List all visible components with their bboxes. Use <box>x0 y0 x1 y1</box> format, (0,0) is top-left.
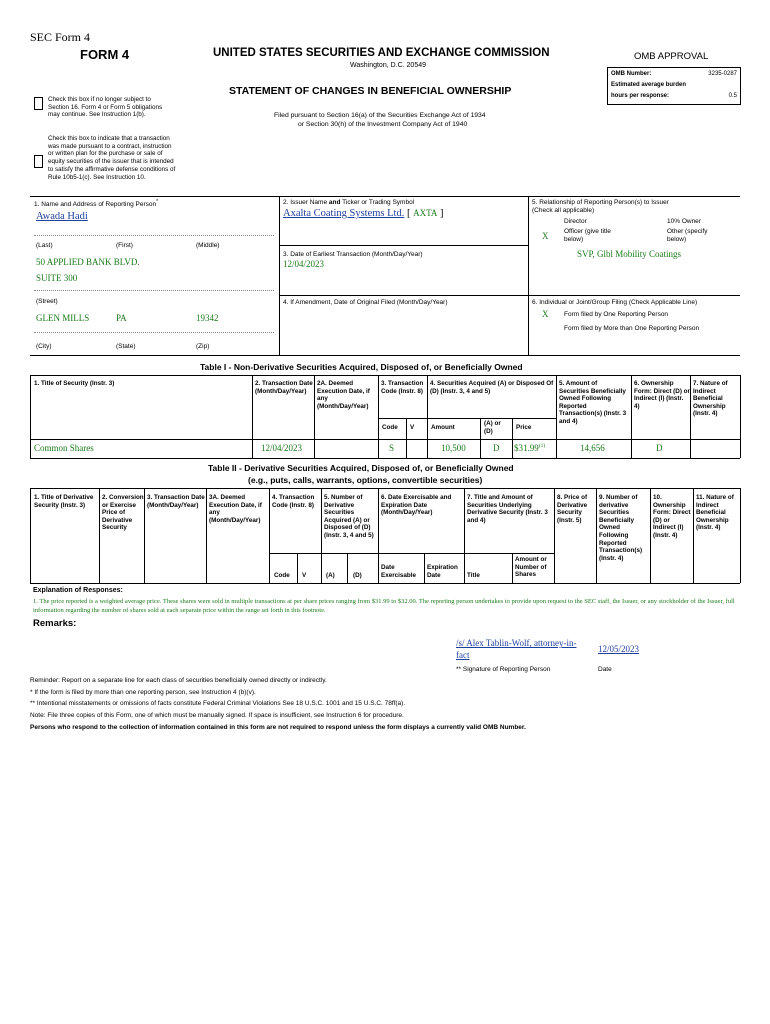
t2-col5-header: 5. Number of Derivative Securities Acquired (A) or Disposed of (D) (Instr. 3, 4 and 5) <box>324 494 374 539</box>
box3-label: 3. Date of Earliest Transaction (Month/Day/Year) <box>283 251 423 258</box>
footer-omb-note: Persons who respond to the collection of information contained in this form are not required to respond unless the form displays a currently valid OMB Number. <box>30 724 526 731</box>
ticker-symbol: AXTA <box>413 208 438 218</box>
t1-row-aord: D <box>493 443 500 453</box>
t1-col2a-header: 2A. Deemed Execution Date, if any (Month/Day/Year) <box>317 380 370 410</box>
filed-pursuant-2: or Section 30(h) of the Investment Company Act of 1940 <box>298 121 468 128</box>
t1-code-header: Code <box>382 424 398 431</box>
t1-amount-header: Amount <box>431 424 455 431</box>
ticker-open: [ <box>406 208 411 219</box>
form-title: FORM 4 <box>80 47 130 62</box>
reporting-person-name[interactable]: Awada Hadi <box>36 211 88 222</box>
t1-row-price <box>514 443 545 453</box>
omb-hours-value: 0.5 <box>728 93 737 99</box>
state-label: (State) <box>116 343 136 350</box>
signature-date-label: Date <box>598 666 612 673</box>
t1-row-owned: 14,656 <box>580 443 605 453</box>
t1-v-header: V <box>410 424 415 431</box>
omb-number-value: 3235-0287 <box>708 71 737 77</box>
t1-row-price-value: $31.99 <box>514 443 539 453</box>
street-line-2: SUITE 300 <box>36 273 78 283</box>
more-persons-label: Form filed by More than One Reporting Person <box>564 325 700 332</box>
t1-aord-header: (A) or (D) <box>484 420 501 435</box>
footer-note-criminal: ** Intentional misstatements or omissions of facts constitute Federal Criminal Violations See 18 U.S.C. 1001 and 15 U.S.C. 78ff(a). <box>30 700 406 707</box>
omb-number-label: OMB Number: <box>611 71 652 77</box>
box5-label: 5. Relationship of Reporting Person(s) to Issuer <box>532 199 669 206</box>
zip-value: 19342 <box>196 313 219 323</box>
t1-col6-header: 6. Ownership Form: Direct (D) or Indirect (I) (Instr. 4) <box>634 380 690 410</box>
t2-col6-header: 6. Date Exercisable and Expiration Date (Month/Day/Year) <box>381 494 452 517</box>
middle-label: (Middle) <box>196 242 220 249</box>
signature-link[interactable] <box>456 637 588 661</box>
zip-label: (Zip) <box>196 343 210 350</box>
filed-pursuant-1: Filed pursuant to Section 16(a) of the Securities Exchange Act of 1934 <box>274 112 486 119</box>
t1-col7-header: 7. Nature of Indirect Beneficial Ownership (Instr. 4) <box>693 380 728 418</box>
street-label: (Street) <box>36 298 58 305</box>
t1-col4-header: 4. Securities Acquired (A) or Disposed Of (D) (Instr. 3, 4 and 5) <box>430 380 554 395</box>
footer-note-copies: Note: File three copies of this Form, one of which must be manually signed. If space is insufficient, see Instruction 6 for procedure. <box>30 712 404 719</box>
t2-v-header: V <box>302 572 307 579</box>
omb-title: OMB APPROVAL <box>634 51 709 62</box>
t1-row-title: Common Shares <box>34 443 94 453</box>
statement-title: STATEMENT OF CHANGES IN BENEFICIAL OWNERSHIP <box>229 85 512 97</box>
rule-10b5-checkbox[interactable] <box>34 155 43 168</box>
t2-col4-header: 4. Transaction Code (Instr. 8) <box>272 494 315 509</box>
table2-subtitle: (e.g., puts, calls, warrants, options, convertible securities) <box>248 475 483 485</box>
signature-line-1: /s/ Alex Tablin-Wolf, attorney-in- <box>456 638 577 648</box>
signature-date: 12/05/2023 <box>598 644 640 654</box>
t2-col2-header: 2. Conversion or Exercise Price of Derivative Security <box>102 494 144 532</box>
rule-10b5-text: Check this box to indicate that a transaction was made pursuant to a contract, instruction or written plan for the purchase or sale of equity securities of the issuer that is intended to satisfy the affirmative defense conditions of Rule 10b5-1(c). See Instruction 10. <box>48 135 176 181</box>
ten-percent-owner-label: 10% Owner <box>667 218 701 225</box>
t1-price-header: Price <box>516 424 532 431</box>
t1-col3-header: 3. Transaction Code (Instr. 8) <box>381 380 424 395</box>
t2-col9-header: 9. Number of derivative Securities Beneficially Owned Following Reported Transaction(s) (Instr. 4) <box>599 494 643 562</box>
city-label: (City) <box>36 343 52 350</box>
box5-sublabel: (Check all applicable) <box>532 207 595 214</box>
last-label: (Last) <box>36 242 53 249</box>
t2-col1-header: 1. Title of Derivative Security (Instr. 3) <box>34 494 94 509</box>
box1-star: * <box>156 199 159 205</box>
explanation-label: Explanation of Responses: <box>33 587 123 594</box>
remarks-label: Remarks: <box>33 618 77 629</box>
t2-col3-header: 3. Transaction Date (Month/Day/Year) <box>147 494 205 509</box>
one-person-check-mark[interactable]: X <box>542 309 549 319</box>
signature-label: ** Signature of Reporting Person <box>456 666 551 673</box>
table1-title: Table I - Non-Derivative Securities Acquired, Disposed of, or Beneficially Owned <box>200 362 523 372</box>
footnote-1: 1. The price reported is a weighted average price. These shares were sold in multiple transactions at per share prices ranging from $31.99 to $32.00. The reporting person undertakes to provide upon request to the SEC staff, the Issuer, or any stockholder of the Issuer, full information regarding the number of shares sold at each separate price within the range set forth in this footnote. <box>33 598 735 614</box>
t2-col10-header: 10. Ownership Form: Direct (D) or Indirect (I) (Instr. 4) <box>653 494 691 539</box>
officer-check-mark[interactable]: X <box>542 231 549 241</box>
box4-label: 4. If Amendment, Date of Original Filed (Month/Day/Year) <box>283 299 448 306</box>
form-caption: SEC Form 4 <box>30 30 91 44</box>
t1-row-form: D <box>656 443 663 453</box>
t2-date-ex-header: Date Exercisable <box>381 564 417 579</box>
box6-label: 6. Individual or Joint/Group Filing (Check Applicable Line) <box>532 299 698 306</box>
omb-box <box>607 67 741 105</box>
box1-label-text: 1. Name and Address of Reporting Person <box>34 201 157 209</box>
t2-col3a-header: 3A. Deemed Execution Date, if any (Month/Day/Year) <box>209 494 262 524</box>
t1-row-date: 12/04/2023 <box>261 443 303 453</box>
earliest-transaction-date: 12/04/2023 <box>283 259 325 269</box>
t2-a-header: (A) <box>326 572 335 579</box>
box2-label-and: and <box>328 199 341 206</box>
t2-col7-header: 7. Title and Amount of Securities Underlying Derivative Security (Instr. 3 and 4) <box>467 494 548 524</box>
other-label: Other (specify below) <box>667 228 708 243</box>
t1-col2-header: 2. Transaction Date (Month/Day/Year) <box>255 380 313 395</box>
t1-row-amount: 10,500 <box>441 443 466 453</box>
state-value: PA <box>116 313 127 323</box>
director-label: Director <box>564 218 587 225</box>
footer-reminder: Reminder: Report on a separate line for each class of securities beneficially owned directly or indirectly. <box>30 677 327 684</box>
t2-col8-header: 8. Price of Derivative Security (Instr. 5) <box>557 494 588 524</box>
street-line-1: 50 APPLIED BANK BLVD. <box>36 257 140 267</box>
box2-label-pre: 2. Issuer Name <box>283 199 329 206</box>
issuer-name-link[interactable]: Axalta Coating Systems Ltd. <box>283 208 405 219</box>
t2-d-header: (D) <box>353 572 362 579</box>
one-person-label: Form filed by One Reporting Person <box>564 311 669 318</box>
officer-label: Officer (give title below) <box>564 228 611 243</box>
agency-location: Washington, D.C. 20549 <box>350 62 427 69</box>
t1-row-code: S <box>389 443 395 453</box>
box1-label <box>34 199 158 208</box>
issuer-line <box>283 208 443 219</box>
footer-note-star: * If the form is filed by more than one reporting person, see Instruction 4 (b)(v). <box>30 689 256 696</box>
t2-code-header: Code <box>274 572 290 579</box>
t2-exp-header: Expiration Date <box>427 564 458 579</box>
table2-title: Table II - Derivative Securities Acquired, Disposed of, or Beneficially Owned <box>208 463 514 473</box>
t2-col11-header: 11. Nature of Indirect Beneficial Ownership (Instr. 4) <box>696 494 734 532</box>
t2-title-header: Title <box>467 572 480 579</box>
section16-text: Check this box if no longer subject to Section 16. Form 4 or Form 5 obligations may continue. See Instruction 1(b). <box>48 96 163 119</box>
agency-title: UNITED STATES SECURITIES AND EXCHANGE COMMISSION <box>213 47 550 59</box>
box2-label <box>283 199 414 206</box>
t1-col1-header: 1. Title of Security (Instr. 3) <box>34 380 115 387</box>
t1-col5-header: 5. Amount of Securities Beneficially Owned Following Reported Transaction(s) (Instr. 3 and 4) <box>559 380 627 425</box>
omb-burden-label: Estimated average burden <box>611 82 687 88</box>
t2-amount-header: Amount or Number of Shares <box>515 556 547 579</box>
first-label: (First) <box>116 242 133 249</box>
omb-hours-label: hours per response: <box>611 93 670 99</box>
section16-checkbox[interactable] <box>34 97 43 110</box>
box2-label-post: Ticker or Trading Symbol <box>340 199 415 206</box>
officer-title: SVP, Glbl Mobility Coatings <box>577 249 682 259</box>
city-value: GLEN MILLS <box>36 313 90 323</box>
signature-line-2: fact <box>456 650 470 660</box>
ticker-close: ] <box>439 208 444 219</box>
footnote-1-ref[interactable]: (1) <box>538 443 546 449</box>
